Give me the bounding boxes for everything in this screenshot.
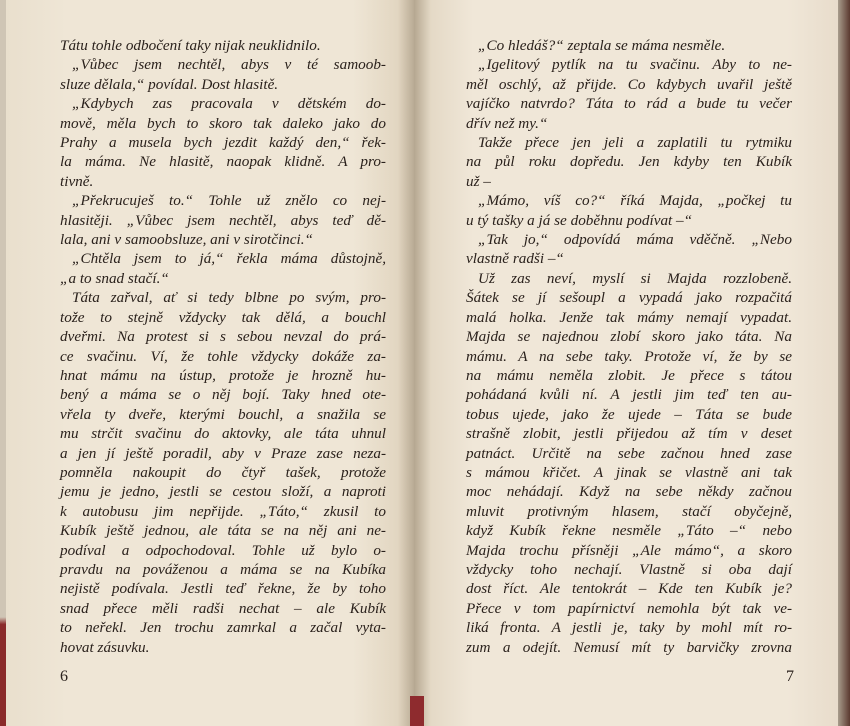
text-line: bený a máma se o něj bojí. Taky hned ote- (60, 386, 386, 404)
text-line: a jen jí ještě poradil, aby v Praze zase neza- (60, 444, 386, 462)
text-line: pravdu na pováženou a máma se na Kubíka (60, 560, 386, 578)
text-line: Majda trochu přísněji „Ale mámo“, a skoro (466, 541, 792, 559)
text-line: nejistě podívala. Jestli teď řekne, že by toho (60, 580, 386, 598)
text-line: malá holka. Jenže tak mámy nemají vypadat. (466, 308, 792, 326)
text-line: „Překrucuješ to.“ Tohle už znělo co nej- (72, 192, 386, 210)
text-line: dost říct. Ale tentokrát – Kde ten Kubík je? (466, 580, 792, 598)
page-number: 7 (786, 668, 794, 685)
text-line: mu strčit svačinu do aktovky, ale táta uhnul (60, 425, 386, 443)
text-line: na půl roku dopředu. Jen kdyby ten Kubík (466, 153, 792, 171)
text-line: Prahy a musela bych jezdit každý den,“ řek- (60, 134, 386, 152)
text-line: ce svačinu. Ví, že tohle vždycky dokáže za- (60, 347, 386, 365)
text-line: zum a odejít. Nemusí mít ty barvičky zrovna (466, 638, 792, 656)
text-line: liká fronta. A jestli je, taky by mohl mít ro- (466, 619, 792, 637)
text-line: Šátek se jí sešoupl a vypadá jako rozpačitá (466, 289, 792, 307)
text-line: mově, měla bych to skoro tak daleko jako do (60, 114, 386, 132)
text-line: vždycky toho nechají. Vlastně si oba dají (466, 560, 792, 578)
text-line: lala, ani v samoobsluze, ani v sirotčinci.“ (60, 231, 313, 249)
text-line: mluvit protivným hlasem, stačí obyčejně, (466, 502, 792, 520)
left-page-text (60, 36, 386, 657)
text-line: hovat zásuvku. (60, 638, 150, 656)
text-line: vajíčko natvrdo? Táta to rád a bude tu večer (466, 95, 792, 113)
text-line: Kubík ještě jednou, ale táta se na něj ani ne- (60, 522, 386, 540)
text-line: vlastně radši –“ (466, 250, 564, 268)
text-line: „Tak jo,“ odpovídá máma vděčně. „Nebo (478, 231, 792, 249)
text-line: jemu je jedno, jestli se cestou složí, a naproti (60, 483, 386, 501)
right-page-text (466, 36, 792, 657)
right-page (414, 0, 838, 726)
text-line: Už zas neví, myslí si Majda rozzlobeně. (478, 269, 792, 287)
left-page (6, 0, 414, 726)
text-line: tože to stejně vždycky tak dělá, a bouchl (60, 308, 386, 326)
text-line: „Co hledáš?“ zeptala se máma nesměle. (478, 37, 726, 54)
text-line: tivně. (60, 172, 94, 190)
text-line: vřela ty dveře, kterými bouchl, a snažila se (60, 405, 386, 423)
text-line: „Mámo, víš co?“ říká Majda, „počkej tu (478, 192, 792, 210)
text-line: Táta zařval, ať si tedy blbne po svým, pro- (72, 289, 386, 307)
text-line: strašně zlobit, jestli přijedou až tím v deset (466, 425, 792, 443)
text-line: Takže přece jen jeli a zaplatili tu rytmiku (478, 134, 792, 152)
text-line: k autobusu jim nepřijde. „Táto,“ zkusil to (60, 502, 386, 520)
text-line: mámu. A na sebe taky. Protože ví, že by se (466, 347, 792, 365)
text-line: moc nehádají. Když na sebe někdy začnou (466, 483, 792, 501)
text-line: snad přece měli radši nechat – ale Kubík (60, 599, 386, 617)
text-line: la máma. Ne hlasitě, naopak klidně. A pro- (60, 153, 386, 171)
text-line: „a to snad stačí.“ (60, 269, 169, 287)
text-line: „Vůbec jsem nechtěl, abys v té samoob- (72, 56, 386, 74)
text-line: hnat mámu na ústup, protože je hrozně hu- (60, 366, 386, 384)
text-line: patnáct. Určitě na sebe začnou hned zase (466, 444, 792, 462)
text-line: u tý tašky a já se doběhnu podívat –“ (466, 211, 693, 229)
text-line: sluze dělala,“ povídal. Dost hlasitě. (60, 75, 279, 93)
text-line: hlasitěji. „Vůbec jsem nechtěl, abys teď dě- (60, 211, 386, 229)
text-line: pomněla nakoupit do čtyř tašek, protože (60, 463, 386, 481)
text-line: měl oschlý, až přijde. Co kdybych uvařil ještě (466, 75, 792, 93)
text-line: Tátu tohle odbočení taky nijak neuklidnilo. (60, 37, 321, 54)
text-line: když Kubík řekne nesměle „Táto –“ nebo (466, 522, 792, 540)
text-line: podíval a odpochodoval. Tohle už bylo o- (60, 541, 386, 559)
book-edge-right (838, 0, 850, 726)
text-line: „Kdybych zas pracovala v dětském do- (72, 95, 386, 113)
text-line: to neřekl. Jen trochu zamrkal a začal vyta- (60, 619, 386, 637)
text-line: tobus ujede, jako že ujede – Táta se bude (466, 405, 792, 423)
binding-cover (410, 696, 424, 726)
text-line: Majda se najednou zlobí skoro jako táta. Na (466, 328, 792, 346)
page-number: 6 (60, 668, 68, 685)
text-line: „Chtěla jsem to já,“ řekla máma důstojně, (72, 250, 386, 268)
text-line: Přece v tom papírnictví nemohla být tak ve- (466, 599, 792, 617)
text-line: s mámou křičet. A jinak se vlastně ani tak (466, 463, 792, 481)
text-line: už – (466, 172, 491, 190)
text-line: na mámu neměla zlobit. Je přece s tátou (466, 366, 792, 384)
text-line: dveřmi. Na protest si s sebou nevzal do prá- (60, 328, 386, 346)
text-line: pohádaná kvůli ní. A jestli jim teď ten au- (466, 386, 792, 404)
text-line: „Igelitový pytlík na tu svačinu. Aby to ne- (478, 56, 792, 74)
text-line: dřív než my.“ (466, 114, 548, 132)
